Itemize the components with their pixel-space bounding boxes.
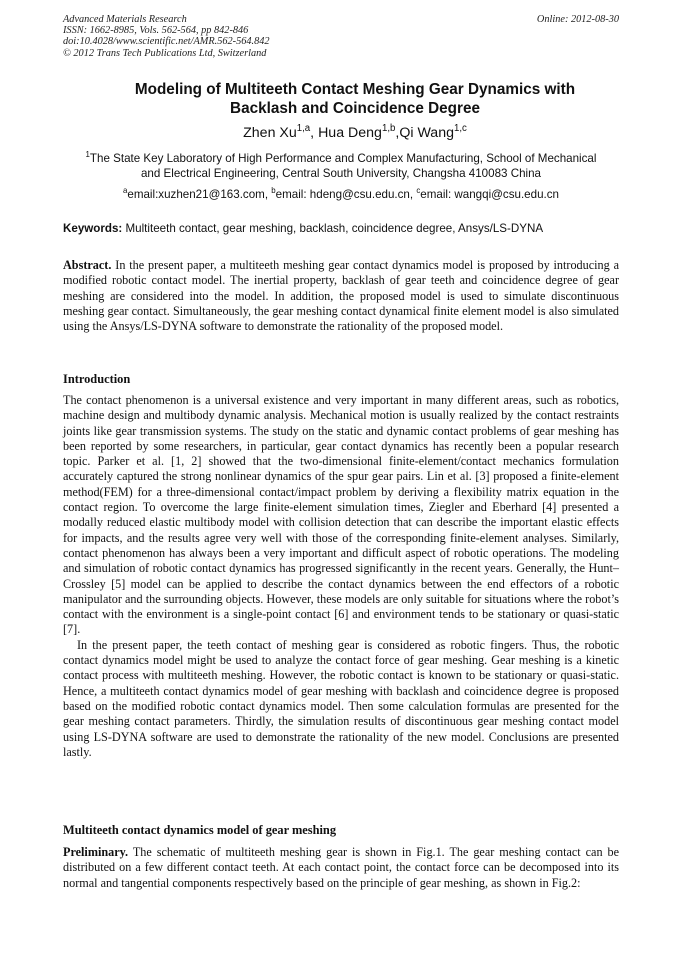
title-line-2: Backlash and Coincidence Degree <box>230 100 480 117</box>
author-list <box>63 122 647 142</box>
journal-name: Advanced Materials Research <box>63 14 187 25</box>
abstract-label: Abstract. <box>63 258 112 272</box>
keywords-text: Multiteeth contact, gear meshing, backlash, coincidence degree, Ansys/LS-DYNA <box>122 222 544 235</box>
author-name: Zhen Xu <box>243 125 297 141</box>
author-separator: , <box>310 125 319 141</box>
preliminary-text: The schematic of multiteeth meshing gear is shown in Fig.1. The gear meshing contact can be distributed on a few different contact teeth. At each contact point, the contact force can be decomposed into its normal and tangential components respectively based on the principle of gear meshing, as shown in Fig.2: <box>63 845 619 890</box>
author-name: Hua Deng <box>318 125 382 141</box>
journal-copyright: © 2012 Trans Tech Publications Ltd, Switzerland <box>63 47 267 59</box>
email-mark: a <box>122 185 128 195</box>
email-mark: b <box>271 185 276 195</box>
section-heading-introduction: Introduction <box>63 372 131 386</box>
affiliation-mark: 1 <box>85 149 90 159</box>
journal-issn: ISSN: 1662-8985, Vols. 562-564, pp 842-846 <box>63 25 249 37</box>
email-address[interactable]: email: wangqi@csu.edu.cn <box>420 188 559 201</box>
journal-header <box>63 14 619 59</box>
author-name: Qi Wang <box>399 125 454 141</box>
online-date: Online: 2012-08-30 <box>536 14 619 25</box>
paper-title <box>63 80 647 118</box>
author-affil-mark: 1,b <box>381 122 396 134</box>
keywords-label: Keywords: <box>63 222 123 235</box>
introduction-paragraph-1: The contact phenomenon is a universal existence and very important in many different areas, such as robotics, machine design and multibody dynamic analysis. Mechanical motion is usually realized by the contact restraints joints like gear transmission systems. The study on the static and dynamic contact problems of gear meshing has been reported by some researchers, in particular, gear contact dynamics has recently been a popular research topic. Parker et al. [1, 2] showed that the two-dimensional finite-element/contact mechanics formulation accurately captured the strong nonlinear dynamics of the spur gear pairs. Lin et al. [3] proposed a finite-element method(FEM) for a three-dimensional contact/impact problem by deriving a flexibility matrix equation in the contact region. To overcome the large finite-element simulation times, Ziegler and Eberhard [4] presented a modally reduced elastic multibody model with collision detection that can describe the important elastic effects for impacts, and the results agree very well with those of the corresponding finite-element analyses. Similarly, contact phenomenon has always been a very important and difficult aspect of robotic operations. The modeling and simulation of robotic contact dynamics has progressed significantly in the recent years. Generally, the Hunt–Crossley [5] model can be applied to describe the contact dynamics between the end effectors of a robotic manipulator and the surrounding objects. However, these models are only suitable for situations where the robot’s contact with the environment is a single-point contact [6] and environment tends to be stationary or quasi-static [7]. <box>63 393 619 637</box>
author-affil-mark: 1,a <box>296 122 311 134</box>
author-emails <box>63 187 619 202</box>
abstract-text: In the present paper, a multiteeth meshing gear contact dynamics model is proposed by introducing a modified robotic contact model. The inertial property, backlash of gear teeth and coincidence degree of gear meshing are considered into the model. In addition, the proposed model is used to simulate discontinuous meshing gear contact. Simultaneously, the gear meshing contact dynamical finite element model is also simulated using the Ansys/LS-DYNA software to demonstrate the rationality of the proposed model. <box>63 258 619 334</box>
email-mark: c <box>416 185 421 195</box>
preliminary-paragraph <box>63 845 619 891</box>
keywords <box>63 221 619 236</box>
email-address[interactable]: email: hdeng@csu.edu.cn, <box>275 188 417 201</box>
affiliation <box>63 151 619 181</box>
introduction-paragraph-2: In the present paper, the teeth contact of meshing gear is considered as robotic fingers. Thus, the robotic contact dynamics model might be used to analyze the contact force of gear meshing. Gear meshing is a kinetic contact process with multiteeth meshing. However, the robotic contact is known to be stationary or quasi-static. Hence, a multiteeth contact dynamics model of gear meshing with backlash and coincidence degree is proposed based on the modified robotic contact dynamics model. Then some calculation formulas are presented for the gear meshing contact parameters. Thirdly, the simulation results of discontinuous gear meshing contact model using LS-DYNA software are used to demonstrate the rationality of the new model. Conclusions are presented lastly. <box>63 637 619 759</box>
author-separator: , <box>395 125 400 141</box>
affiliation-line-1: The State Key Laboratory of High Performance and Complex Manufacturing, School of Mechanical <box>89 152 597 165</box>
title-line-1: Modeling of Multiteeth Contact Meshing Gear Dynamics with <box>134 81 576 98</box>
introduction-body <box>63 393 619 760</box>
preliminary-label: Preliminary. <box>63 845 129 859</box>
author-affil-mark: 1,c <box>453 122 467 134</box>
abstract <box>63 258 619 334</box>
email-address[interactable]: email:xuzhen21@163.com, <box>127 188 272 201</box>
section-heading-multiteeth: Multiteeth contact dynamics model of gear meshing <box>63 823 337 837</box>
journal-doi: doi:10.4028/www.scientific.net/AMR.562-564.842 <box>63 36 270 48</box>
affiliation-line-2: and Electrical Engineering, Central South University, Changsha 410083 China <box>140 167 541 180</box>
